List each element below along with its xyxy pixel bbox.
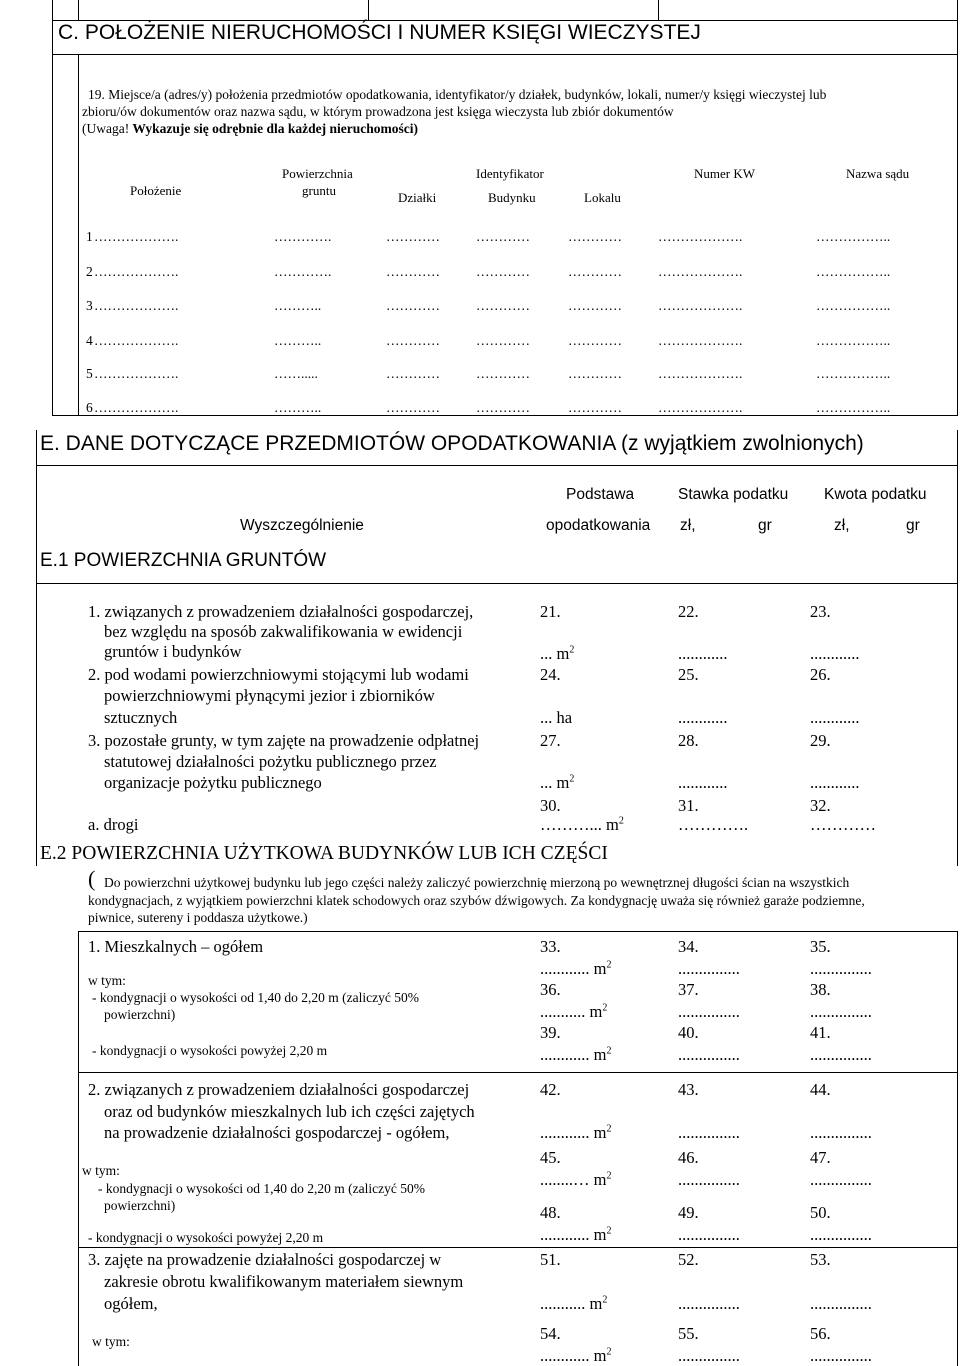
field-31-label: 31. <box>678 796 699 815</box>
field-48-label: 48. <box>540 1203 561 1222</box>
col-base-line2: opodatkowania <box>546 517 651 534</box>
field-45-label: 45. <box>540 1148 561 1167</box>
e2-item3-line3: ogółem, <box>104 1294 158 1313</box>
frame-tick <box>78 0 79 20</box>
e1-item3-line1: 3. pozostałe grunty, w tym zajęte na prowadzenie odpłatnej <box>88 731 480 750</box>
field-54-label: 54. <box>540 1324 561 1343</box>
row-field-3[interactable]: ………… <box>386 264 440 279</box>
field-39-input[interactable]: ............ $m^2$ <box>540 1045 612 1064</box>
e2-item3-line1: 3. zajęte na prowadzenie działalności gospodarczej w <box>88 1250 442 1269</box>
row-field-5[interactable]: ………… <box>568 400 622 415</box>
section-e-right-border <box>957 430 958 866</box>
field-53-label: 53. <box>810 1250 831 1269</box>
row-field-4[interactable]: ………… <box>476 264 530 279</box>
e2-box-divider-1 <box>78 1072 958 1073</box>
row-field-2[interactable]: …………. <box>274 264 332 279</box>
field-27-input[interactable]: ... $m^2$ <box>540 773 575 792</box>
e2-item2-line2: oraz od budynków mieszkalnych lub ich części zajętych <box>104 1102 475 1121</box>
header-court: Nazwa sądu <box>846 166 910 181</box>
row-field-3[interactable]: ………… <box>386 298 440 313</box>
e2-item1-title: 1. Mieszkalnych – ogółem <box>88 937 264 956</box>
row-field-4[interactable]: ………… <box>476 366 530 381</box>
e2-item3-wtym: w tym: <box>92 1334 130 1349</box>
row-field-1[interactable]: ………………. <box>94 366 179 381</box>
e1-item3-line3: organizacje pożytku publicznego <box>104 773 322 792</box>
row-field-6[interactable]: ………………. <box>658 400 743 415</box>
row-field-3[interactable]: ………… <box>386 229 440 244</box>
e2-box-top <box>78 931 958 932</box>
q19-note-bold: Wykazuje się odrębnie dla każdej nieruchomości) <box>129 121 418 136</box>
e1-item2-line3: sztucznych <box>104 708 178 727</box>
section-c-bottom-rule <box>52 415 958 416</box>
row-number: 4 <box>86 333 93 348</box>
e1-title: E.1 POWIERZCHNIA GRUNTÓW <box>40 550 327 571</box>
field-35-label: 35. <box>810 937 831 956</box>
field-33-input[interactable]: ............ $m^2$ <box>540 959 612 978</box>
field-34-label: 34. <box>678 937 699 956</box>
row-field-7[interactable]: …………….. <box>816 264 891 279</box>
row-field-2[interactable]: ……….. <box>274 298 322 313</box>
field-25-label: 25. <box>678 665 699 684</box>
q19-note <box>82 121 418 137</box>
row-field-6[interactable]: ………………. <box>658 229 743 244</box>
e1-item1-line1: 1. związanych z prowadzeniem działalności gospodarczej, <box>88 602 474 621</box>
field-44-input[interactable]: ............... <box>810 1123 872 1142</box>
e2-item1-wtym: w tym: <box>88 973 126 988</box>
field-39-label: 39. <box>540 1023 561 1042</box>
section-c-title: C. POŁOŻENIE NIERUCHOMOŚCI I NUMER KSIĘGI WIECZYSTEJ <box>58 21 701 44</box>
row-number: 1 <box>86 229 93 244</box>
field-53-input[interactable]: ............... <box>810 1294 872 1313</box>
header-location: Położenie <box>130 183 182 198</box>
row-field-3[interactable]: ………… <box>386 400 440 415</box>
e2-box-right <box>957 931 958 1366</box>
field-50-input[interactable]: ............... <box>810 1225 872 1244</box>
frame-tick <box>368 0 369 20</box>
row-field-1[interactable]: ………………. <box>94 229 179 244</box>
q19-note-prefix: (Uwaga! <box>82 121 130 136</box>
e1-item-a: a. drogi <box>88 815 139 834</box>
field-40-label: 40. <box>678 1023 699 1042</box>
e1-item1-line2: bez względu na sposób zakwalifikowania w ewidencji <box>104 622 463 641</box>
field-51-label: 51. <box>540 1250 561 1269</box>
row-field-5[interactable]: ………… <box>568 333 622 348</box>
field-28-input[interactable]: ............ <box>678 773 728 792</box>
section-e-title-rule <box>36 465 958 466</box>
field-43-label: 43. <box>678 1080 699 1099</box>
row-field-6[interactable]: ………………. <box>658 333 743 348</box>
header-plots: Działki <box>398 190 437 205</box>
row-field-6[interactable]: ………………. <box>658 264 743 279</box>
field-38-label: 38. <box>810 980 831 999</box>
field-22-input[interactable]: ............ <box>678 644 728 663</box>
field-28-label: 28. <box>678 731 699 750</box>
col-rate-line1: Stawka podatku <box>678 486 789 503</box>
e2-item1-sub1-line2: powierzchni) <box>104 1007 176 1022</box>
frame-left-border <box>52 0 53 415</box>
e2-box-divider-2 <box>78 1247 958 1248</box>
section-e-left-border <box>36 430 37 866</box>
row-field-1[interactable]: ………………. <box>94 264 179 279</box>
field-33-label: 33. <box>540 937 561 956</box>
field-55-input[interactable]: ............... <box>678 1346 740 1365</box>
field-48-input[interactable]: ............ $m^2$ <box>540 1225 612 1244</box>
field-37-label: 37. <box>678 980 699 999</box>
field-42-label: 42. <box>540 1080 561 1099</box>
frame-right-border <box>957 0 958 415</box>
row-field-6[interactable]: ………………. <box>658 298 743 313</box>
row-field-4[interactable]: ………… <box>476 229 530 244</box>
header-building: Budynku <box>488 190 536 205</box>
field-36-label: 36. <box>540 980 561 999</box>
header-area-line2: gruntu <box>302 183 336 198</box>
field-56-input[interactable]: ............... <box>810 1346 872 1365</box>
row-number: 2 <box>86 264 93 279</box>
row-field-7[interactable]: …………….. <box>816 400 891 415</box>
col-specification: Wyszczególnienie <box>240 517 364 534</box>
field-35-input[interactable]: ............... <box>810 959 872 978</box>
field-22-label: 22. <box>678 602 699 621</box>
e1-title-rule <box>36 583 958 584</box>
e2-box-left <box>78 931 79 1366</box>
e2-note-line1: Do powierzchni użytkowej budynku lub jego części należy zaliczyć powierzchnię mierzoną po wewnętrznej długości ścian na wszystkich <box>104 875 850 890</box>
col-amount-zl: zł, <box>834 517 850 534</box>
field-37-input[interactable]: ............... <box>678 1002 740 1021</box>
row-field-5[interactable]: ………… <box>568 298 622 313</box>
row-field-1[interactable]: ………………. <box>94 400 179 415</box>
field-38-input[interactable]: ............... <box>810 1002 872 1021</box>
row-field-2[interactable]: ……….. <box>274 333 322 348</box>
header-identifier: Identyfikator <box>476 166 544 181</box>
field-36-input[interactable]: ........... $m^2$ <box>540 1002 608 1021</box>
e2-item2-line1: 2. związanych z prowadzeniem działalności gospodarczej <box>88 1080 470 1099</box>
col-amount-line1: Kwota podatku <box>824 486 927 503</box>
col-amount-gr: gr <box>906 517 920 534</box>
field-54-input[interactable]: ............ $m^2$ <box>540 1346 612 1365</box>
field-27-label: 27. <box>540 731 561 750</box>
field-51-input[interactable]: ........... $m^2$ <box>540 1294 608 1313</box>
section-c-title-rule <box>52 54 958 55</box>
row-field-6[interactable]: ………………. <box>658 366 743 381</box>
e1-item2-line2: powierzchniowymi płynącymi jezior i zbiorników <box>104 686 435 705</box>
field-25-input[interactable]: ............ <box>678 708 728 727</box>
field-47-label: 47. <box>810 1148 831 1167</box>
row-field-5[interactable]: ………… <box>568 366 622 381</box>
row-field-4[interactable]: ………… <box>476 298 530 313</box>
e2-item2-sub1-line1: - kondygnacji o wysokości od 1,40 do 2,20 m (zaliczyć 50% <box>98 1181 425 1196</box>
field-34-input[interactable]: ............... <box>678 959 740 978</box>
field-45-input[interactable]: ........… $m^2$ <box>540 1170 612 1189</box>
section-e-title-suffix: (z wyjątkiem zwolnionych) <box>615 432 864 455</box>
field-47-input[interactable]: ............... <box>810 1170 872 1189</box>
e2-item1-sub1-line1: - kondygnacji o wysokości od 1,40 do 2,20 m (zaliczyć 50% <box>92 990 419 1005</box>
field-31-input[interactable]: …………. <box>678 815 749 834</box>
row-field-1[interactable]: ………………. <box>94 298 179 313</box>
field-29-label: 29. <box>810 731 831 750</box>
row-number: 6 <box>86 400 93 415</box>
section-e-title <box>40 432 864 456</box>
field-46-input[interactable]: ............... <box>678 1170 740 1189</box>
field-21-label: 21. <box>540 602 561 621</box>
field-44-label: 44. <box>810 1080 831 1099</box>
header-premises: Lokalu <box>584 190 621 205</box>
e2-item2-wtym: w tym: <box>82 1163 120 1178</box>
row-field-4[interactable]: ………… <box>476 333 530 348</box>
section-e-title-main: E. DANE DOTYCZĄCE PRZEDMIOTÓW OPODATKOWANIA <box>40 432 616 455</box>
section-c-inner-border <box>78 54 79 415</box>
field-49-label: 49. <box>678 1203 699 1222</box>
e1-item3-line2: statutowej działalności pożytku publicznego przez <box>104 752 437 771</box>
field-49-input[interactable]: ............... <box>678 1225 740 1244</box>
field-32-label: 32. <box>810 796 831 815</box>
col-rate-gr: gr <box>758 517 772 534</box>
row-field-7[interactable]: …………….. <box>816 366 891 381</box>
e2-note-paren: ( <box>88 866 96 891</box>
field-32-input[interactable]: ………… <box>810 815 876 834</box>
field-46-label: 46. <box>678 1148 699 1167</box>
field-55-label: 55. <box>678 1324 699 1343</box>
row-field-5[interactable]: ………… <box>568 264 622 279</box>
field-40-input[interactable]: ............... <box>678 1045 740 1064</box>
field-21-input[interactable]: ... $m^2$ <box>540 644 575 663</box>
field-29-input[interactable]: ............ <box>810 773 860 792</box>
field-24-input[interactable]: ... ha <box>540 708 573 727</box>
field-41-input[interactable]: ............... <box>810 1045 872 1064</box>
e2-note-line3: piwnice, sutereny i poddasza użytkowe.) <box>88 910 308 925</box>
frame-tick <box>658 0 659 20</box>
field-56-label: 56. <box>810 1324 831 1343</box>
e1-item2-line1: 2. pod wodami powierzchniowymi stojącymi lub wodami <box>88 665 469 684</box>
row-field-4[interactable]: ………… <box>476 400 530 415</box>
field-23-label: 23. <box>810 602 831 621</box>
field-23-input[interactable]: ............ <box>810 644 860 663</box>
row-field-3[interactable]: ………… <box>386 366 440 381</box>
q19-text-line2: zbioru/ów dokumentów oraz nazwa sądu, w którym prowadzona jest księga wieczysta lub zbiór dokumentów <box>82 104 674 119</box>
row-field-7[interactable]: …………….. <box>816 333 891 348</box>
e2-item2-sub2: - kondygnacji o wysokości powyżej 2,20 m <box>88 1230 324 1245</box>
row-field-7[interactable]: …………….. <box>816 229 891 244</box>
e1-item1-line3: gruntów i budynków <box>104 642 242 661</box>
e2-item3-line2: zakresie obrotu kwalifikowanym materiałem siewnym <box>104 1272 464 1291</box>
field-26-label: 26. <box>810 665 831 684</box>
row-number: 3 <box>86 298 93 313</box>
field-24-label: 24. <box>540 665 561 684</box>
field-50-label: 50. <box>810 1203 831 1222</box>
field-30-label: 30. <box>540 796 561 815</box>
row-field-2[interactable]: ……..... <box>274 366 318 381</box>
e2-item2-line3: na prowadzenie działalności gospodarczej - ogółem, <box>104 1123 450 1142</box>
e2-title: E.2 POWIERZCHNIA UŻYTKOWA BUDYNKÓW LUB ICH CZĘŚCI <box>40 843 608 864</box>
q19-text-line1: 19. Miejsce/a (adres/y) położenia przedmiotów opodatkowania, identyfikator/y działek, budynków, lokali, numer/y księgi wieczystej lub <box>88 87 827 102</box>
field-52-input[interactable]: ............... <box>678 1294 740 1313</box>
row-field-1[interactable]: ………………. <box>94 333 179 348</box>
field-52-label: 52. <box>678 1250 699 1269</box>
row-number: 5 <box>86 366 93 381</box>
field-43-input[interactable]: ............... <box>678 1123 740 1142</box>
row-field-2[interactable]: ……….. <box>274 400 322 415</box>
field-30-input[interactable]: ………... $m^2$ <box>540 815 624 834</box>
e2-item1-sub2: - kondygnacji o wysokości powyżej 2,20 m <box>92 1043 328 1058</box>
field-42-input[interactable]: ............ $m^2$ <box>540 1123 612 1142</box>
row-field-5[interactable]: ………… <box>568 229 622 244</box>
header-kw-number: Numer KW <box>694 166 756 181</box>
header-area-line1: Powierzchnia <box>282 166 353 181</box>
field-41-label: 41. <box>810 1023 831 1042</box>
e2-note-line2: kondygnacjach, z wyjątkiem powierzchni klatek schodowych oraz szybów dźwigowych. Za kondygnację uważa się również garaże podziemne, <box>88 893 865 908</box>
col-base-line1: Podstawa <box>566 486 635 503</box>
col-rate-zl: zł, <box>680 517 696 534</box>
row-field-7[interactable]: …………….. <box>816 298 891 313</box>
row-field-3[interactable]: ………… <box>386 333 440 348</box>
field-26-input[interactable]: ............ <box>810 708 860 727</box>
e2-item2-sub1-line2: powierzchni) <box>104 1198 176 1213</box>
row-field-2[interactable]: …………. <box>274 229 332 244</box>
